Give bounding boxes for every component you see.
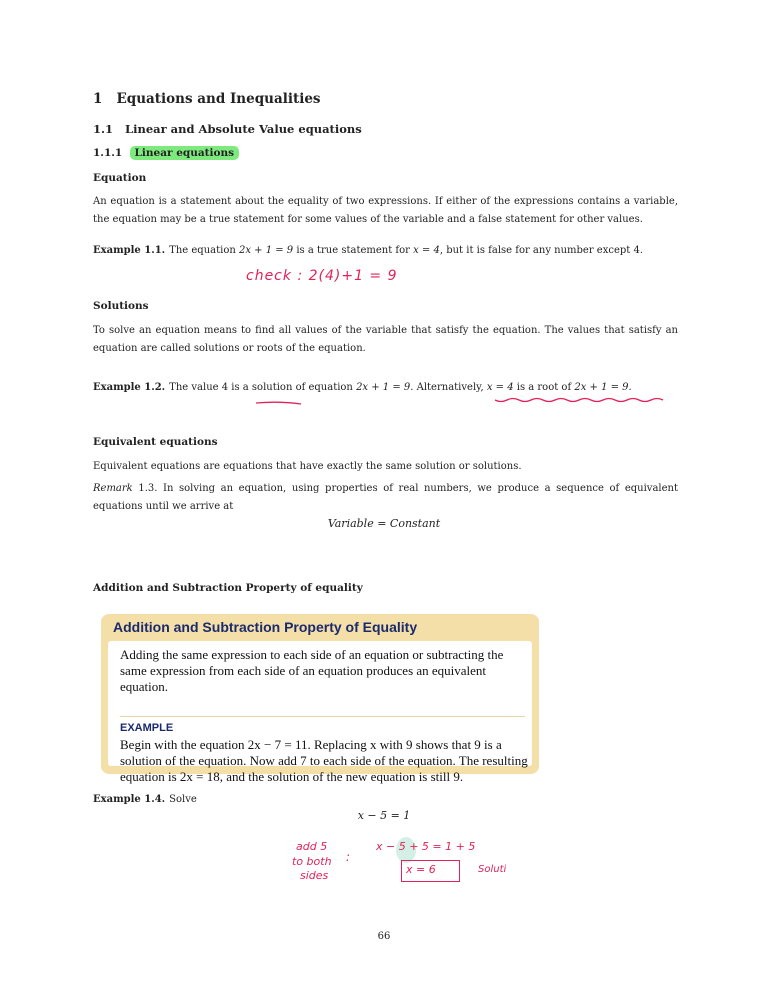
underlined-word: solution	[251, 382, 293, 393]
example-text: The value 4 is a	[169, 382, 252, 393]
handwritten-check: check : 2(4)+1 = 9	[246, 268, 398, 284]
math-expr: 2x + 1 = 9	[574, 382, 629, 393]
solutions-paragraph: To solve an equation means to find all values of the variable that satisfy the equation. The values that satisfy an equation are called solutions or roots of the equation.	[93, 325, 678, 354]
box-example-label: EXAMPLE	[120, 722, 174, 734]
math-expr: 2x + 1 = 9	[356, 382, 411, 393]
hand-note-line1: add 5	[296, 840, 328, 853]
hand-result: x = 6	[406, 863, 436, 876]
example-label: Example 1.2.	[93, 382, 166, 393]
box-text: Adding the same expression to each side of an equation or subtracting the same expression from each side of an equation produces an equivalent equation.	[120, 647, 504, 694]
example-1-4	[93, 794, 197, 805]
box-title: Addition and Subtraction Property of Equality	[113, 619, 418, 635]
math-expr: x = 4	[413, 245, 440, 256]
equation-paragraph: An equation is a statement about the equality of two expressions. If either of the expressions contains a variable, the equation may be a true statement for some values of the variable and a false statement for other values.	[93, 196, 678, 225]
hand-note-line2: to both	[292, 855, 332, 868]
property-box	[101, 614, 539, 784]
box-divider	[120, 716, 525, 717]
remark-text: In solving an equation, using properties of real numbers, we produce a sequence of equivalent equations until we arrive at	[93, 483, 678, 512]
box-example-text: Begin with the equation 2x − 7 = 11. Replacing x with 9 shows that 9 is a solution of the equation. Now add 7 to each side of the equation. The resulting equation is 2x = 18, and the solution of the new equation is still 9.	[120, 737, 528, 784]
equivalent-heading: Equivalent equations	[93, 436, 218, 448]
example-text: .	[628, 382, 632, 393]
variable-constant-equation: Variable = Constant	[327, 517, 441, 530]
math-expr: x = 4	[486, 382, 514, 393]
hand-step: x − 5 + 5 = 1 + 5	[376, 840, 476, 853]
example-text: . Alternatively,	[410, 382, 487, 393]
box-body	[108, 641, 532, 784]
example-text: is a true statement for	[293, 245, 414, 256]
example-label: Example 1.4.	[93, 794, 166, 805]
equation-x-minus-5: x − 5 = 1	[357, 809, 411, 822]
remark-label: Remark	[93, 483, 133, 494]
addsub-heading: Addition and Subtraction Property of equality	[93, 582, 363, 594]
subsubsection-number: 1.1.1	[93, 147, 123, 159]
remark-1-3	[93, 480, 678, 516]
example-text: Solve	[169, 794, 197, 805]
page-number: 66	[377, 931, 391, 942]
example-text: of equation	[292, 382, 357, 393]
hand-side-note: Soluti	[478, 864, 507, 875]
section-title: Equations and Inequalities	[116, 91, 321, 107]
hand-note-line3: sides	[300, 869, 329, 882]
example-text: is a root of	[513, 382, 575, 393]
subsection-number: 1.1	[93, 122, 114, 136]
highlighted-title: Linear equations	[130, 146, 240, 160]
section-number: 1	[93, 91, 103, 107]
equation-heading: Equation	[93, 172, 147, 184]
subsection-title: Linear and Absolute Value equations	[125, 122, 362, 136]
hand-note-colon: :	[346, 850, 351, 864]
example-text: The equation	[169, 245, 239, 256]
remark-number: 1.3.	[132, 483, 158, 494]
example-label: Example 1.1.	[93, 245, 166, 256]
equivalent-paragraph: Equivalent equations are equations that have exactly the same solution or solutions.	[93, 461, 522, 472]
solutions-heading: Solutions	[93, 300, 149, 312]
math-expr: 2x + 1 = 9	[238, 245, 294, 256]
example-text: , but it is false for any number except 4.	[439, 245, 644, 256]
